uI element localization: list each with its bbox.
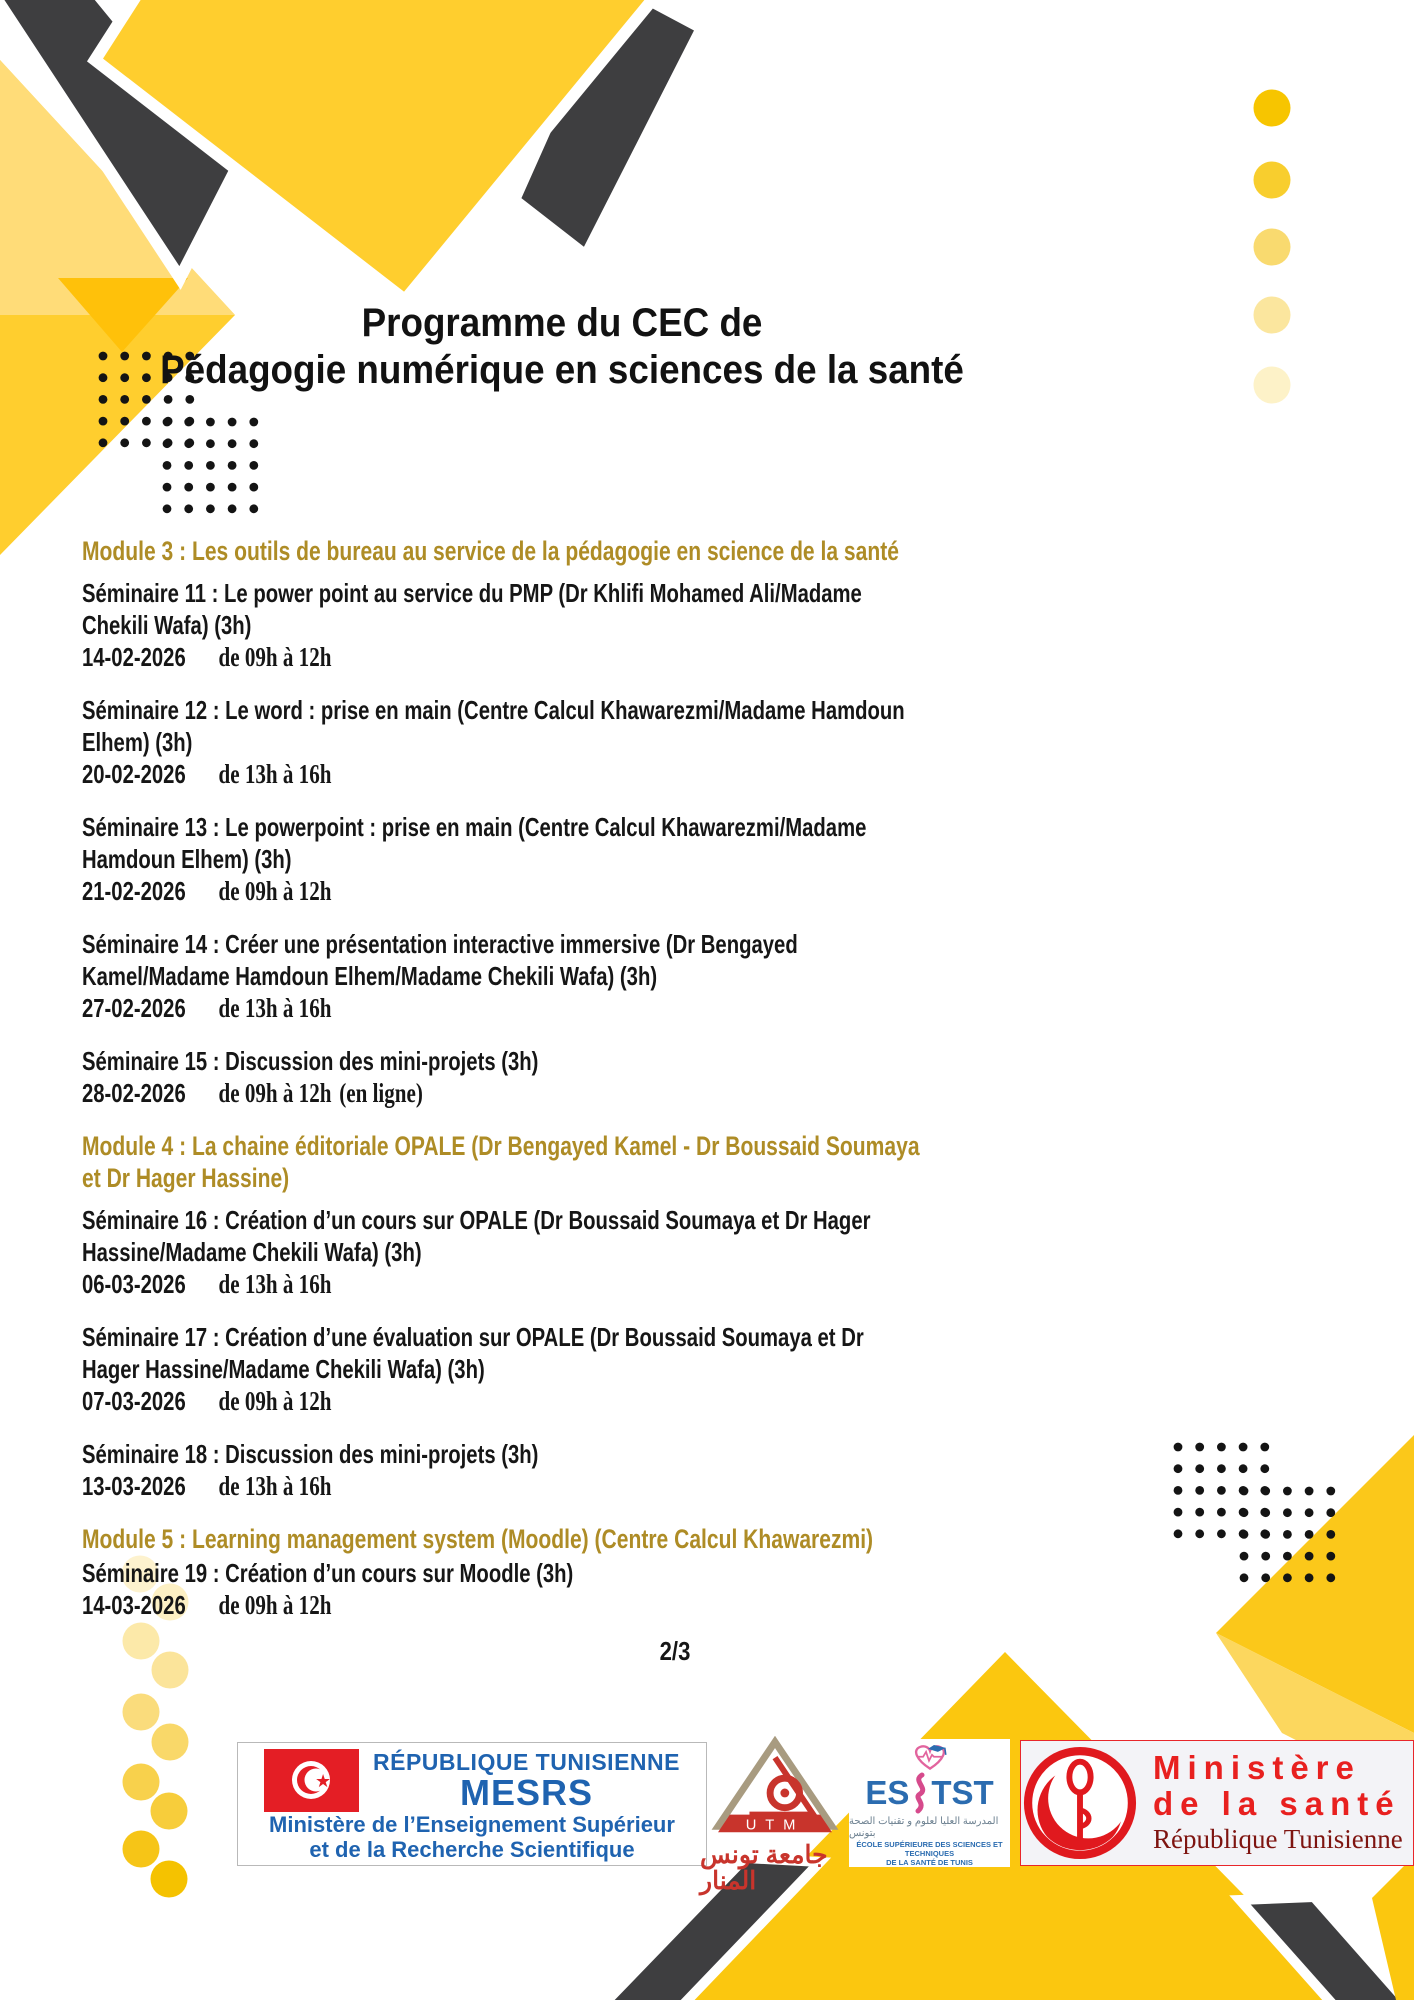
esstst-emblem-icon bbox=[908, 1742, 952, 1772]
page-title bbox=[45, 300, 1079, 394]
seminar-title-line: Kamel/Madame Hamdoun Elhem/Madame Chekili Wafa) (3h) bbox=[82, 961, 658, 991]
content bbox=[82, 535, 1262, 1642]
circle-column-icon bbox=[152, 1724, 189, 1761]
module-section bbox=[82, 1130, 1262, 1507]
seminar-title-line: Hassine/Madame Chekili Wafa) (3h) bbox=[82, 1237, 422, 1267]
seminar-schedule-row bbox=[82, 1077, 1002, 1114]
seminar-schedule-row bbox=[82, 1385, 1002, 1422]
seminar-block bbox=[82, 1321, 1262, 1422]
page-number: 2/3 bbox=[659, 1636, 691, 1666]
utm-arabic-name: جامعة تونس المنار bbox=[700, 1841, 828, 1895]
seminar-mode: (en ligne) bbox=[339, 1078, 423, 1108]
dot-grid-icon bbox=[163, 418, 172, 427]
dot-grid-icon bbox=[164, 395, 173, 404]
dot-grid-icon bbox=[1283, 1552, 1292, 1561]
module-heading-line: Module 5 : Learning management system (Moodle) (Centre Calcul Khawarezmi) bbox=[82, 1524, 874, 1554]
dot-grid-icon bbox=[142, 438, 151, 447]
title-line-2: Pédagogie numérique en sciences de la santé bbox=[160, 348, 964, 392]
seminar-block bbox=[82, 811, 1262, 912]
dot-grid-icon bbox=[184, 504, 193, 513]
seminar-date: 14-03-2026 bbox=[82, 1590, 186, 1620]
seminar-title-line: Séminaire 14 : Créer une présentation interactive immersive (Dr Bengayed bbox=[82, 929, 798, 959]
dot-grid-icon bbox=[1261, 1487, 1270, 1496]
dot-grid-icon bbox=[99, 417, 108, 426]
seminar-title-line: Séminaire 18 : Discussion des mini-projets (3h) bbox=[82, 1439, 539, 1469]
mesrs-ministry-line2: et de la Recherche Scientifique bbox=[309, 1837, 635, 1862]
seminar-block bbox=[82, 1045, 1262, 1114]
seminar-date: 06-03-2026 bbox=[82, 1269, 186, 1299]
dot-grid-icon bbox=[1326, 1487, 1335, 1496]
health-ministry-logo bbox=[1020, 1740, 1414, 1866]
seminar-block bbox=[82, 928, 1262, 1029]
mesrs-top-row bbox=[264, 1749, 680, 1812]
circle-column-icon bbox=[1254, 297, 1291, 334]
circle-column-icon bbox=[151, 1793, 188, 1830]
mesrs-republic-label: RÉPUBLIQUE TUNISIENNE bbox=[373, 1749, 680, 1775]
utm-emblem-icon bbox=[709, 1736, 841, 1846]
seminar-date: 28-02-2026 bbox=[82, 1078, 186, 1108]
seminar-title-line: Séminaire 13 : Le powerpoint : prise en main (Centre Calcul Khawarezmi/Madame bbox=[82, 812, 867, 842]
dot-grid-icon bbox=[163, 439, 172, 448]
dot-grid-icon bbox=[1305, 1508, 1314, 1517]
seminar-block bbox=[82, 1204, 1262, 1305]
dot-grid-icon bbox=[1261, 1552, 1270, 1561]
dot-grid-icon bbox=[206, 504, 215, 513]
dot-grid-icon bbox=[249, 461, 258, 470]
dot-grid-icon bbox=[185, 395, 194, 404]
seminar-time: de 13h à 16h bbox=[218, 759, 332, 789]
module-heading bbox=[82, 1130, 1262, 1194]
dot-grid-icon bbox=[228, 504, 237, 513]
esstst-logo bbox=[849, 1739, 1010, 1867]
dot-grid-icon bbox=[120, 438, 129, 447]
dot-grid-icon bbox=[163, 461, 172, 470]
sante-republic-line: République Tunisienne bbox=[1153, 1824, 1403, 1854]
dot-grid-icon bbox=[1261, 1573, 1270, 1582]
mesrs-ministry-line: Ministère de l’Enseignement Supérieur bbox=[269, 1812, 675, 1837]
dot-grid-icon bbox=[1305, 1530, 1314, 1539]
circle-column-icon bbox=[123, 1694, 160, 1731]
seminar-title-line: Séminaire 15 : Discussion des mini-projets (3h) bbox=[82, 1046, 539, 1076]
esstst-acronym-left: ES bbox=[865, 1774, 910, 1812]
seminar-block bbox=[82, 1438, 1262, 1507]
dot-grid-icon bbox=[163, 504, 172, 513]
dot-grid-icon bbox=[1326, 1508, 1335, 1517]
module-section bbox=[82, 535, 1262, 1114]
seminar-time: de 09h à 12h bbox=[218, 1078, 332, 1108]
seminar-block bbox=[82, 1557, 1262, 1626]
dot-grid-icon bbox=[163, 483, 172, 492]
dot-grid-icon bbox=[184, 461, 193, 470]
seminar-schedule-row bbox=[82, 1589, 1002, 1626]
seminar-schedule-row bbox=[82, 641, 1002, 678]
seminar-date: 14-02-2026 bbox=[82, 642, 186, 672]
esstst-french-name-1: ÉCOLE SUPÉRIEURE DES SCIENCES ET TECHNIQUES bbox=[856, 1840, 1003, 1858]
seminar-block bbox=[82, 577, 1262, 678]
dot-grid-icon bbox=[1283, 1487, 1292, 1496]
esstst-snake-icon bbox=[909, 1772, 931, 1814]
module-heading-line: Module 4 : La chaine éditoriale OPALE (Dr Bengayed Kamel - Dr Boussaid Soumaya bbox=[82, 1131, 920, 1161]
seminar-schedule-row bbox=[82, 758, 1002, 795]
seminar-time: de 13h à 16h bbox=[218, 1269, 332, 1299]
module-heading-line: Module 3 : Les outils de bureau au service de la pédagogie en science de la santé bbox=[82, 536, 899, 566]
dot-grid-icon bbox=[228, 418, 237, 427]
dot-grid-icon bbox=[1283, 1573, 1292, 1582]
seminar-title-line: Séminaire 19 : Création d’un cours sur Moodle (3h) bbox=[82, 1558, 574, 1588]
module-section bbox=[82, 1523, 1262, 1626]
esstst-french-name-2: DE LA SANTÉ DE TUNIS bbox=[886, 1858, 973, 1867]
utm-logo bbox=[700, 1736, 850, 1894]
seminar-title-line: Séminaire 11 : Le power point au service du PMP (Dr Khlifi Mohamed Ali/Madame bbox=[82, 578, 862, 608]
mesrs-acronym: MESRS bbox=[459, 1772, 593, 1813]
dot-grid-icon bbox=[99, 438, 108, 447]
dot-grid-icon bbox=[142, 417, 151, 426]
dot-grid-icon bbox=[206, 461, 215, 470]
dot-grid-icon bbox=[1283, 1530, 1292, 1539]
dot-grid-icon bbox=[249, 439, 258, 448]
seminar-schedule-row bbox=[82, 875, 1002, 912]
dot-grid-icon bbox=[206, 418, 215, 427]
seminar-time: de 09h à 12h bbox=[218, 1590, 332, 1620]
module-heading bbox=[82, 1523, 1262, 1555]
circle-column-icon bbox=[123, 1764, 160, 1801]
tunisia-flag-icon bbox=[264, 1749, 359, 1812]
seminar-block bbox=[82, 694, 1262, 795]
seminar-title-line: Séminaire 16 : Création d’un cours sur OPALE (Dr Boussaid Soumaya et Dr Hager bbox=[82, 1205, 871, 1235]
seminar-title-line: Hager Hassine/Madame Chekili Wafa) (3h) bbox=[82, 1354, 485, 1384]
dot-grid-icon bbox=[1305, 1552, 1314, 1561]
module-heading bbox=[82, 535, 1262, 567]
sante-title-line1: Ministère bbox=[1153, 1749, 1361, 1786]
dot-grid-icon bbox=[228, 461, 237, 470]
sante-title-line2: de la santé bbox=[1153, 1785, 1401, 1822]
seminar-time: de 09h à 12h bbox=[218, 876, 332, 906]
dot-grid-icon bbox=[249, 504, 258, 513]
seminar-time: de 09h à 12h bbox=[218, 642, 332, 672]
dot-grid-icon bbox=[184, 483, 193, 492]
esstst-arabic-name: المدرسة العليا لعلوم و تقنيات الصحة بتونس bbox=[849, 1816, 999, 1839]
dot-grid-icon bbox=[1261, 1508, 1270, 1517]
dot-grid-icon bbox=[142, 395, 151, 404]
dot-grid-icon bbox=[1305, 1573, 1314, 1582]
circle-column-icon bbox=[1254, 229, 1291, 266]
seminar-date: 27-02-2026 bbox=[82, 993, 186, 1023]
svg-text:UTM: UTM bbox=[745, 1817, 805, 1834]
seminar-title-line: Hamdoun Elhem) (3h) bbox=[82, 844, 292, 874]
seminar-date: 21-02-2026 bbox=[82, 876, 186, 906]
seminar-date: 07-03-2026 bbox=[82, 1386, 186, 1416]
dot-grid-icon bbox=[206, 483, 215, 492]
dot-grid-icon bbox=[1326, 1552, 1335, 1561]
health-ministry-emblem-icon bbox=[1021, 1744, 1139, 1862]
dot-grid-icon bbox=[99, 395, 108, 404]
seminar-date: 13-03-2026 bbox=[82, 1471, 186, 1501]
dot-grid-icon bbox=[1305, 1487, 1314, 1496]
esstst-acronym-right: TST bbox=[931, 1774, 994, 1812]
dot-grid-icon bbox=[249, 418, 258, 427]
circle-column-icon bbox=[151, 1861, 188, 1898]
circle-column-icon bbox=[123, 1831, 160, 1868]
seminar-time: de 09h à 12h bbox=[218, 1386, 332, 1416]
dot-grid-icon bbox=[120, 417, 129, 426]
seminar-schedule-row bbox=[82, 1470, 1002, 1507]
dot-grid-icon bbox=[1326, 1530, 1335, 1539]
module-heading-line: et Dr Hager Hassine) bbox=[82, 1163, 290, 1193]
circle-column-icon bbox=[1254, 367, 1291, 404]
mesrs-logo bbox=[237, 1742, 707, 1866]
dot-grid-icon bbox=[1326, 1573, 1335, 1582]
dot-grid-icon bbox=[249, 483, 258, 492]
seminar-time: de 13h à 16h bbox=[218, 993, 332, 1023]
seminar-time: de 13h à 16h bbox=[218, 1471, 332, 1501]
dot-grid-icon bbox=[1283, 1508, 1292, 1517]
dot-grid-icon bbox=[184, 439, 193, 448]
dot-grid-icon bbox=[184, 418, 193, 427]
circle-column-icon bbox=[1254, 162, 1291, 199]
circle-column-icon bbox=[1254, 90, 1291, 127]
seminar-title-line: Elhem) (3h) bbox=[82, 727, 193, 757]
seminar-schedule-row bbox=[82, 1268, 1002, 1305]
svg-text:★: ★ bbox=[315, 1771, 332, 1791]
seminar-schedule-row bbox=[82, 992, 1002, 1029]
dot-grid-icon bbox=[1261, 1530, 1270, 1539]
dot-grid-icon bbox=[228, 439, 237, 448]
dot-grid-icon bbox=[206, 439, 215, 448]
seminar-title-line: Chekili Wafa) (3h) bbox=[82, 610, 252, 640]
seminar-date: 20-02-2026 bbox=[82, 759, 186, 789]
dot-grid-icon bbox=[120, 395, 129, 404]
seminar-title-line: Séminaire 12 : Le word : prise en main (Centre Calcul Khawarezmi/Madame Hamdoun bbox=[82, 695, 905, 725]
dot-grid-icon bbox=[228, 483, 237, 492]
title-line-1: Programme du CEC de bbox=[361, 301, 763, 345]
seminar-title-line: Séminaire 17 : Création d’une évaluation sur OPALE (Dr Boussaid Soumaya et Dr bbox=[82, 1322, 864, 1352]
